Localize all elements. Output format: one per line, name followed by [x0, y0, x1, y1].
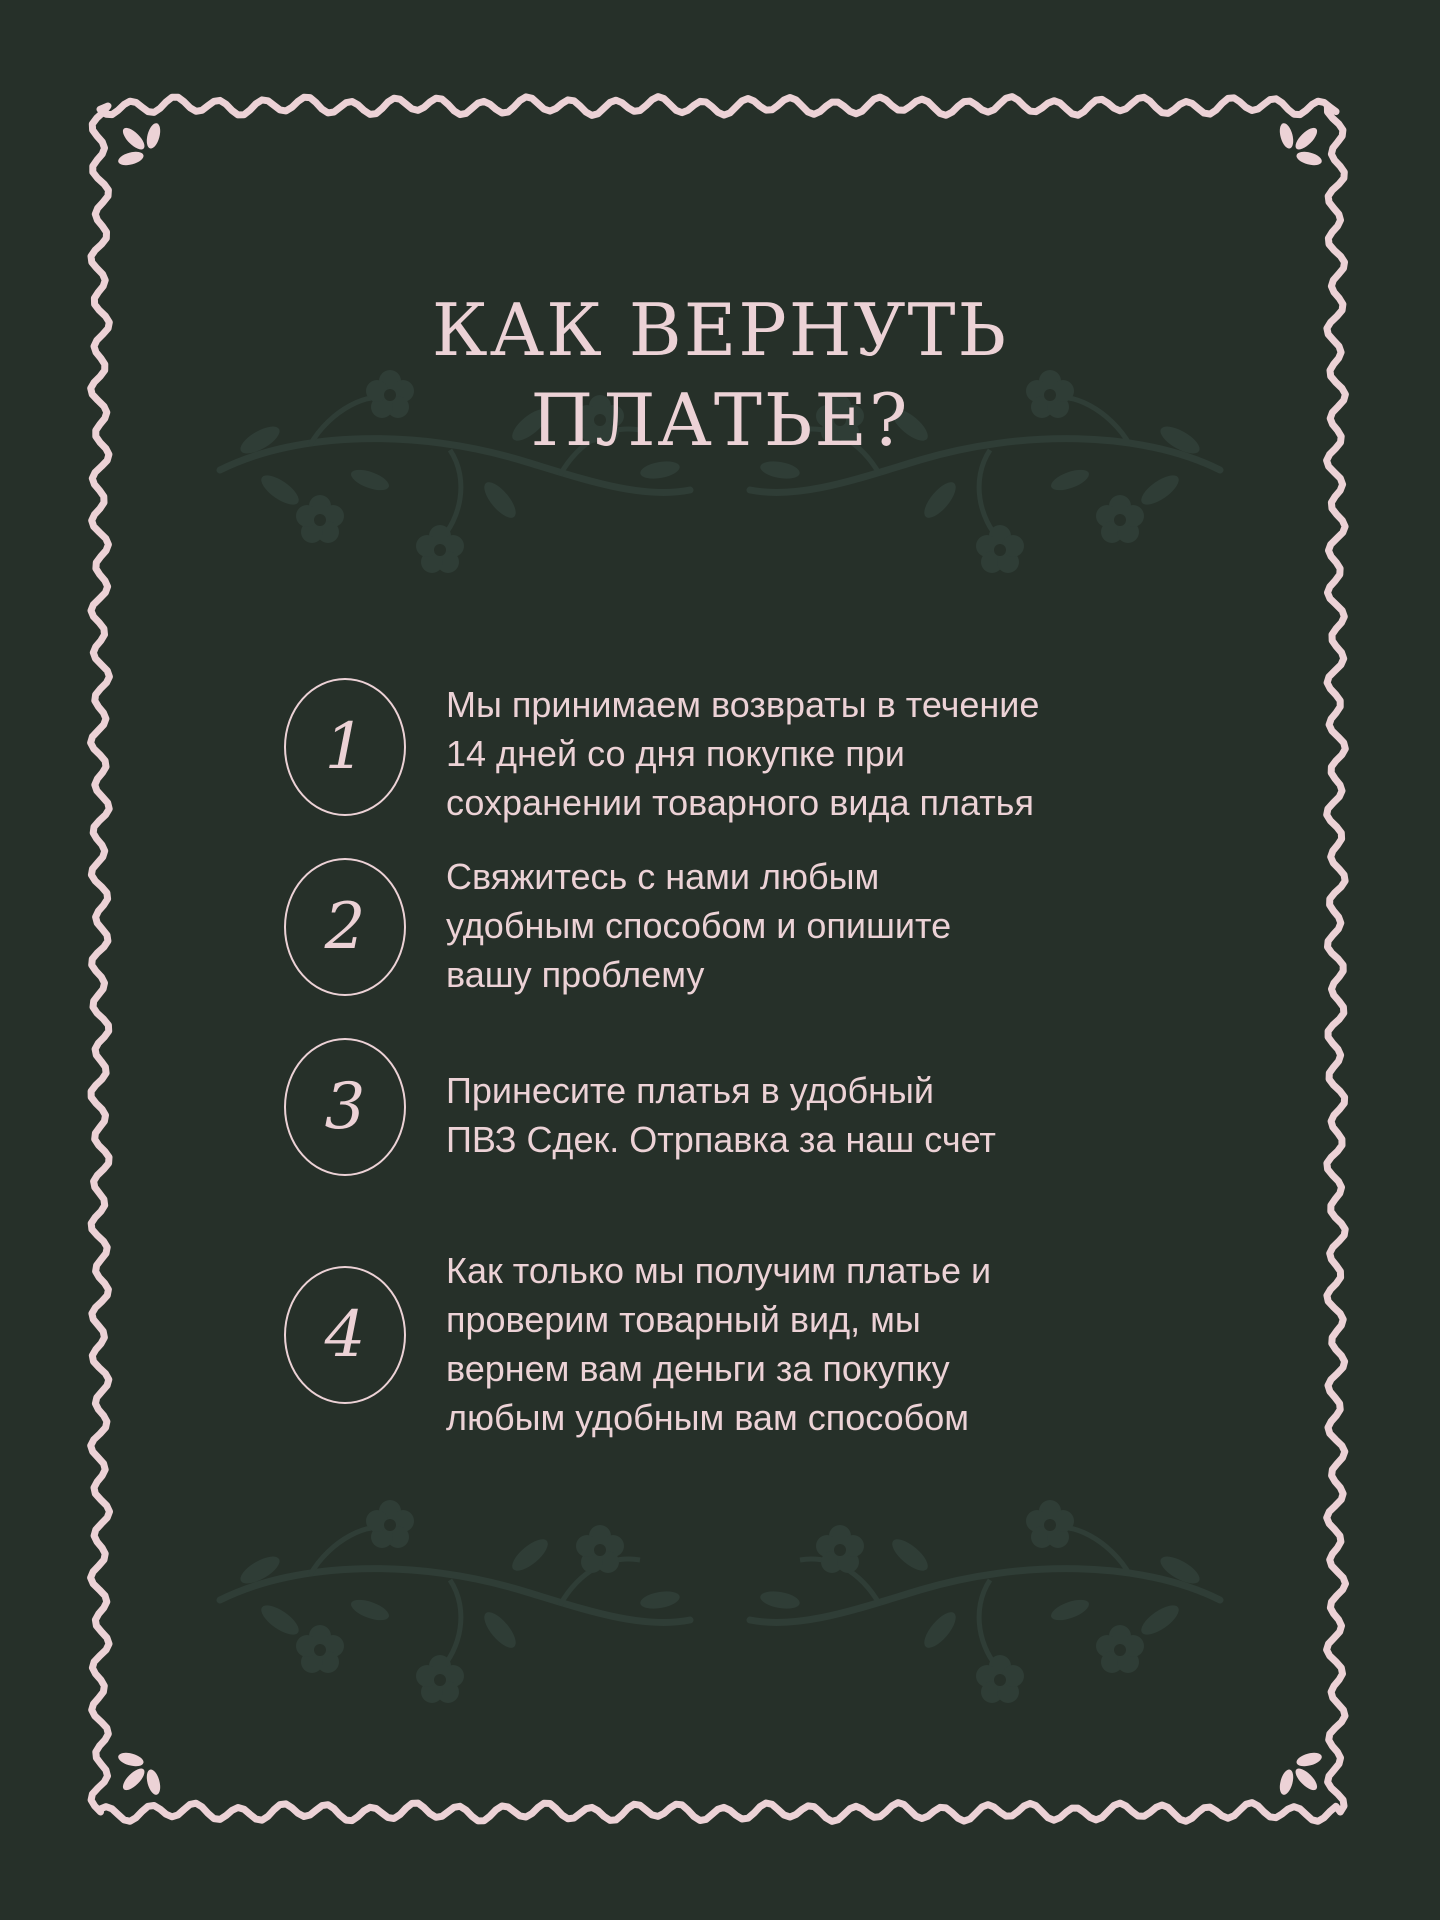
step-text: Как только мы получим платье и проверим товарный вид, мы вернем вам деньги за покупку любым удобным вам способом	[446, 1250, 992, 1438]
step-number-badge: 4	[284, 1266, 406, 1404]
page-title-line-2: ПЛАТЬЕ?	[530, 378, 910, 462]
step-number-badge: 3	[284, 1038, 406, 1176]
page-title-line-1: КАК ВЕРНУТЬ	[431, 288, 1009, 372]
step-text: Свяжитесь с нами любым удобным способом и опишите вашу проблему	[446, 856, 952, 995]
step-text: Мы принимаем возвраты в течение 14 дней со дня покупке при сохранении товарного вида платья	[446, 684, 1040, 823]
step-number-badge: 1	[284, 678, 406, 816]
step-number-badge: 2	[284, 858, 406, 996]
step-text: Принесите платья в удобный ПВЗ Сдек. Отрпавка за наш счет	[446, 1070, 996, 1160]
